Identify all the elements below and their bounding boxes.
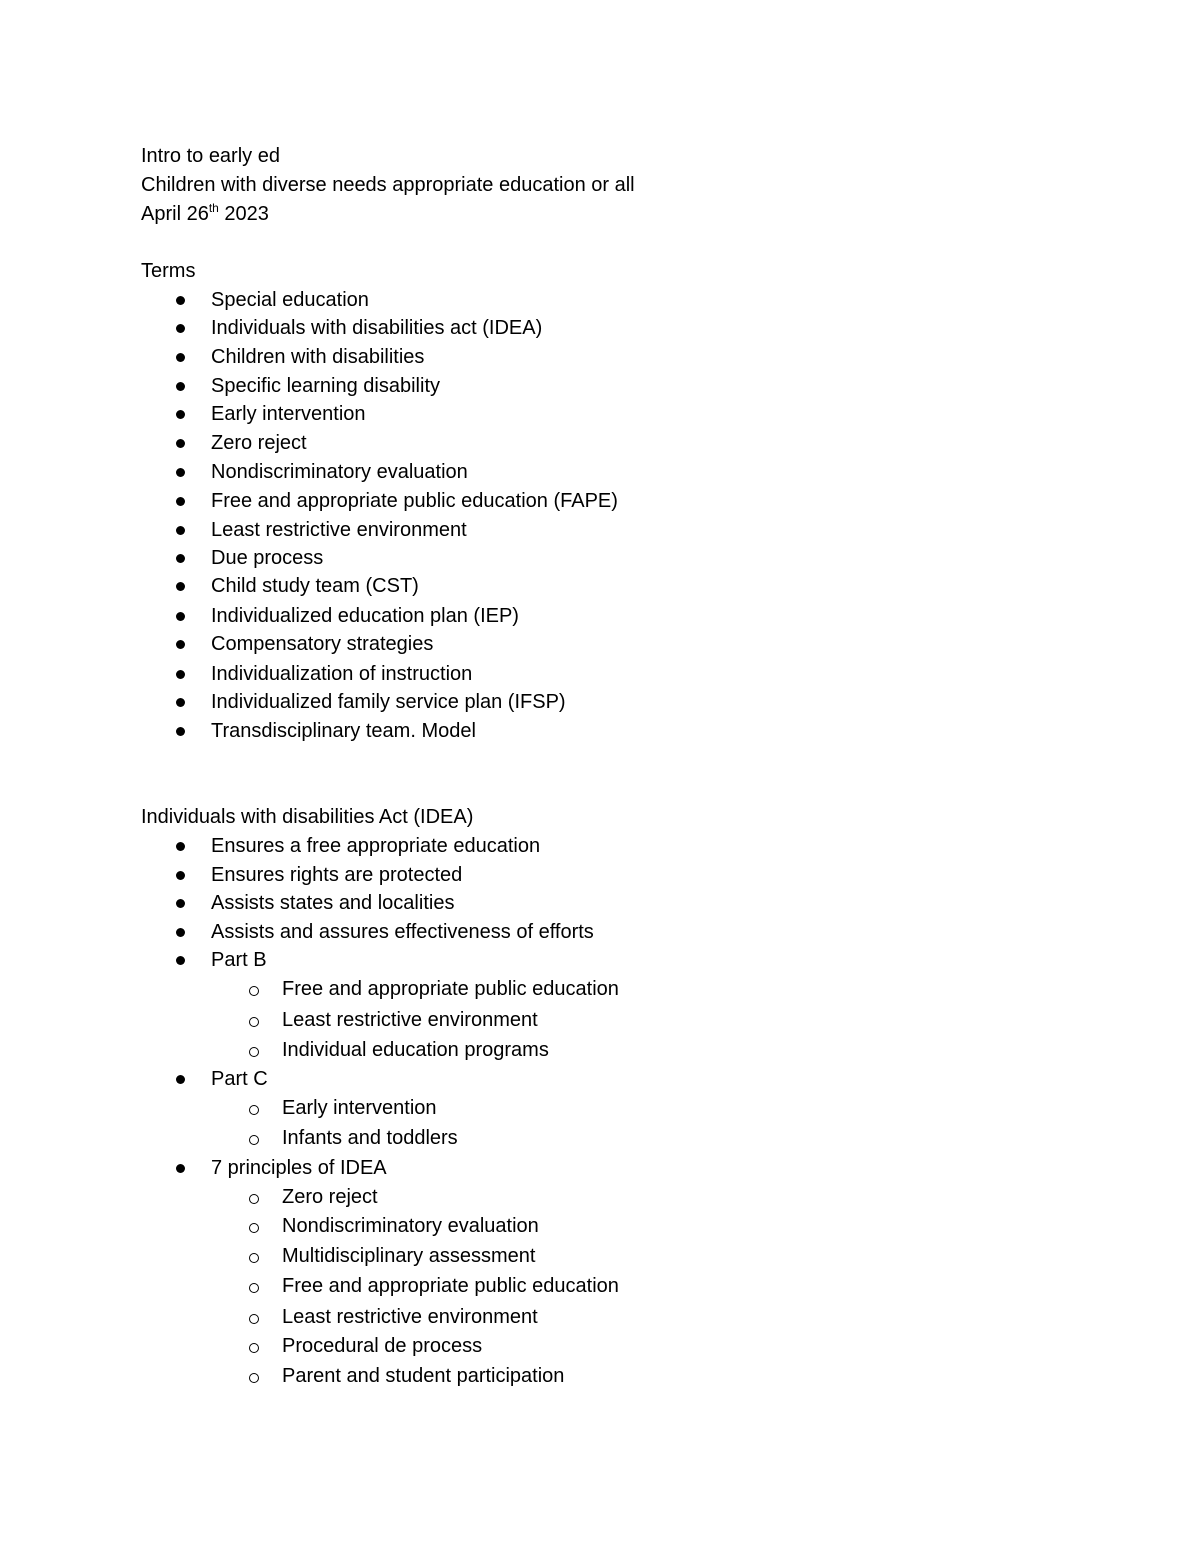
list-item: Ensures a free appropriate education	[211, 835, 541, 857]
circle-bullet-icon	[249, 1343, 259, 1353]
list-item: Specific learning disability	[211, 375, 441, 397]
sub-list-item: Least restrictive environment	[282, 1009, 538, 1031]
sub-list-item: Procedural de process	[282, 1335, 483, 1357]
circle-bullet-icon	[249, 1047, 259, 1057]
list-item: Part B	[211, 949, 267, 971]
circle-bullet-icon	[249, 1194, 259, 1204]
sub-list-item: Least restrictive environment	[282, 1306, 538, 1328]
list-item: Early intervention	[211, 403, 366, 425]
document-date	[141, 202, 269, 226]
circle-bullet-icon	[249, 1253, 259, 1263]
bullet-icon	[176, 382, 185, 391]
bullet-icon	[176, 439, 185, 448]
list-item: Compensatory strategies	[211, 633, 434, 655]
bullet-icon	[176, 353, 185, 362]
bullet-icon	[176, 497, 185, 506]
list-item: Child study team (CST)	[211, 575, 419, 597]
bullet-icon	[176, 410, 185, 419]
circle-bullet-icon	[249, 986, 259, 996]
circle-bullet-icon	[249, 1105, 259, 1115]
bullet-icon	[176, 554, 185, 563]
bullet-icon	[176, 956, 185, 965]
sub-list-item: Free and appropriate public education	[282, 978, 619, 1000]
list-item: Due process	[211, 547, 324, 569]
bullet-icon	[176, 612, 185, 621]
bullet-icon	[176, 582, 185, 591]
list-item: Individualized family service plan (IFSP)	[211, 691, 566, 713]
bullet-icon	[176, 670, 185, 679]
list-item: Least restrictive environment	[211, 519, 467, 541]
sub-list-item: Parent and student participation	[282, 1365, 565, 1387]
sub-list-item: Early intervention	[282, 1097, 437, 1119]
bullet-icon	[176, 640, 185, 649]
circle-bullet-icon	[249, 1373, 259, 1383]
bullet-icon	[176, 468, 185, 477]
bullet-icon	[176, 1164, 185, 1173]
list-item: Nondiscriminatory evaluation	[211, 461, 468, 483]
sub-list-item: Multidisciplinary assessment	[282, 1245, 536, 1267]
circle-bullet-icon	[249, 1017, 259, 1027]
list-item: Individuals with disabilities act (IDEA)	[211, 317, 543, 339]
list-item: Part C	[211, 1068, 268, 1090]
document-subtitle: Children with diverse needs appropriate education or all	[141, 174, 635, 196]
bullet-icon	[176, 324, 185, 333]
list-item: Individualized education plan (IEP)	[211, 605, 519, 627]
document-title: Intro to early ed	[141, 145, 280, 167]
circle-bullet-icon	[249, 1283, 259, 1293]
sub-list-item: Zero reject	[282, 1186, 378, 1208]
circle-bullet-icon	[249, 1314, 259, 1324]
date-year: 2023	[218, 203, 269, 225]
date-superscript: th	[208, 201, 219, 215]
list-item: Ensures rights are protected	[211, 864, 463, 886]
date-text: April 26	[141, 203, 209, 225]
list-item: Transdisciplinary team. Model	[211, 720, 476, 742]
list-item: Assists and assures effectiveness of efforts	[211, 921, 594, 943]
list-item: Children with disabilities	[211, 346, 425, 368]
bullet-icon	[176, 928, 185, 937]
bullet-icon	[176, 698, 185, 707]
list-item: Special education	[211, 289, 369, 311]
bullet-icon	[176, 526, 185, 535]
bullet-icon	[176, 727, 185, 736]
list-item: 7 principles of IDEA	[211, 1157, 387, 1179]
sub-list-item: Infants and toddlers	[282, 1127, 458, 1149]
bullet-icon	[176, 899, 185, 908]
list-item: Assists states and localities	[211, 892, 455, 914]
list-item: Zero reject	[211, 432, 307, 454]
sub-list-item: Individual education programs	[282, 1039, 549, 1061]
bullet-icon	[176, 1075, 185, 1084]
terms-heading: Terms	[141, 260, 196, 282]
list-item: Free and appropriate public education (FAPE)	[211, 490, 618, 512]
list-item: Individualization of instruction	[211, 663, 473, 685]
bullet-icon	[176, 296, 185, 305]
circle-bullet-icon	[249, 1223, 259, 1233]
bullet-icon	[176, 871, 185, 880]
bullet-icon	[176, 842, 185, 851]
sub-list-item: Free and appropriate public education	[282, 1275, 619, 1297]
circle-bullet-icon	[249, 1135, 259, 1145]
sub-list-item: Nondiscriminatory evaluation	[282, 1215, 539, 1237]
idea-heading: Individuals with disabilities Act (IDEA)	[141, 806, 474, 828]
